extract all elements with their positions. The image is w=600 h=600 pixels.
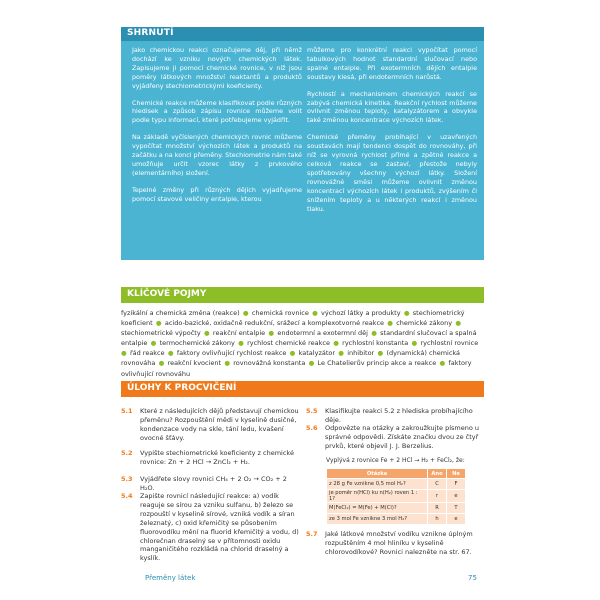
table-caption: Vyplývá z rovnice Fe + 2 HCl → H₂ + FeCl₂, že:	[326, 457, 465, 464]
answer-yes-letter[interactable]: h	[428, 514, 447, 525]
summary-header	[121, 27, 484, 41]
task-text: Vyjádřete slovy rovnici CH₄ + 2 O₂ → CO₂ + 2 H₂O.	[140, 475, 287, 492]
key-terms-title: KLÍČOVÉ POJMY	[127, 289, 207, 299]
key-term: (dynamická) chemická rovnováha	[121, 349, 461, 368]
key-term: faktory ovlivňující rovnováhu	[121, 359, 472, 378]
task-text: Klasifikujte reakci 5.2 z hlediska probíhajícího děje.	[325, 407, 473, 424]
summary-paragraph: Chemické přeměny probíhající v uzavřených soustavách mají tendenci dospět do rovnováhy, při níž se vyrovná rychlost přímé a zpětné reakce a celková reakce se zastaví, přestože nebyly spotřebovány všechny výchozí látky. Složení rovnovážné směsi můžeme ovlivnit změnou koncentrací výchozích látek i produktů, zvýšením či snížením teploty a u některých reakcí i změnou tlaku.	[307, 133, 477, 213]
table-question: je poměr n(HCl) ku n(H₂) roven 1 : 1?	[327, 490, 428, 503]
summary-title: SHRNUTÍ	[127, 28, 174, 38]
bullet-separator-icon: ●	[409, 339, 420, 348]
answer-no-letter[interactable]: T	[447, 503, 466, 514]
key-term: stechiometrické výpočty	[121, 329, 201, 338]
bullet-separator-icon: ●	[121, 349, 129, 358]
key-terms-header	[121, 287, 484, 302]
key-term: stechiometrický koeficient	[121, 309, 465, 328]
key-term: výchozí látky a produkty	[321, 309, 401, 317]
bullet-separator-icon: ●	[375, 349, 386, 358]
bullet-separator-icon: ●	[156, 359, 167, 368]
tasks-divider	[121, 396, 484, 397]
table-header-row	[327, 469, 466, 479]
bullet-separator-icon: ●	[235, 339, 247, 348]
answer-yes-letter[interactable]: R	[428, 503, 447, 514]
task-text: Jaké látkové množství vodíku vznikne úplným rozpuštěním 4 mol hliníku v kyselině chlorovodíkové? Rovnici nalezněte na str. 67.	[325, 530, 473, 556]
table-header-question: Otázka	[327, 469, 428, 479]
task-number: 5.7	[306, 530, 318, 538]
bullet-separator-icon: ●	[330, 339, 342, 348]
bullet-separator-icon: ●	[309, 309, 321, 317]
key-term: termochemické zákony	[159, 339, 235, 348]
summary-column-1	[132, 46, 302, 212]
summary-paragraph: Rychlostí a mechanismem chemických reakcí se zabývá chemická kinetika. Reakční rychlost můžeme ovlivnit změnou teploty, katalyzátorem a obvykle také změnou koncentrace výchozích látek.	[307, 89, 477, 125]
answer-yes-letter[interactable]: r	[428, 490, 447, 503]
key-term: chemická rovnice	[251, 309, 309, 317]
task-number: 5.2	[121, 449, 133, 457]
key-term: rovnovážná konstanta	[233, 359, 306, 368]
key-term: katalyzátor	[298, 349, 336, 358]
task-number: 5.6	[306, 424, 318, 432]
bullet-separator-icon: ●	[368, 329, 380, 338]
key-terms-list	[121, 308, 484, 379]
task-number: 5.4	[121, 492, 133, 500]
table-row	[327, 479, 466, 490]
key-term: acido-bazické, oxidačně redukční, srážecí a komplexotvorné reakce	[164, 319, 385, 328]
summary-paragraph: Chemické reakce můžeme klasifikovat podle různých hledisek a způsob zápisu rovnice můžeme volit podle typu informací, které potřebujeme vyjádřit.	[132, 98, 302, 125]
bullet-separator-icon: ●	[385, 319, 396, 328]
table-header-no: Ne	[447, 469, 466, 479]
summary-paragraph: Tepelné změny při různých dějích vyjadřujeme pomocí stavové veličiny entalpie, kterou	[132, 185, 302, 203]
table-question: ze 3 mol Fe vznikne 3 mol H₂?	[327, 514, 428, 525]
table-row	[327, 514, 466, 525]
table-row	[327, 503, 466, 514]
answer-no-letter[interactable]: e	[447, 490, 466, 503]
table-row	[327, 490, 466, 503]
footer-chapter-title: Přeměny látek	[145, 574, 196, 582]
answer-yes-letter[interactable]: C	[428, 479, 447, 490]
key-term: rychlost chemické reakce	[247, 339, 330, 348]
bullet-separator-icon: ●	[153, 319, 164, 328]
bullet-separator-icon: ●	[165, 349, 176, 358]
answer-table	[326, 468, 466, 525]
key-term: faktory ovlivňující rychlost reakce	[176, 349, 287, 358]
summary-box	[121, 27, 484, 260]
key-term: standardní slučovací a spalná entalpie	[121, 329, 477, 348]
bullet-separator-icon: ●	[266, 329, 277, 338]
key-term: reakční entalpie	[212, 329, 266, 338]
tasks-header	[121, 381, 484, 396]
key-term: reakční kvocient	[167, 359, 222, 368]
summary-column-2	[307, 46, 477, 221]
table-question: M(FeCl₂) = M(Fe) + M(Cl)?	[327, 503, 428, 514]
summary-paragraph: Jako chemickou reakci označujeme děj, při němž dochází ke vzniku nových chemických látek. Zapisujeme ji pomocí chemické rovnice, v níž jsou poměry látkových množství reaktantů a produktů vyjádřeny stechiometrickými koeficienty.	[132, 46, 302, 90]
key-term: řád reakce	[129, 349, 165, 358]
key-term: endotermní a exotermní děj	[277, 329, 368, 338]
summary-paragraph: Na základě vyčíslených chemických rovnic můžeme vypočítat množství výchozích látek a produktů na začátku a na konci přeměny. Stechiometrie nám také umožňuje určit vzorec látky z prvkového (elementárního) složení.	[132, 133, 302, 177]
key-term: rychlostní konstanta	[342, 339, 409, 348]
summary-paragraph: můžeme pro konkrétní reakci vypočítat pomocí tabulkových hodnot standardní slučovací nebo spalné entalpie. Při exotermních dějích entalpie soustavy klesá, při endotermních narůstá.	[307, 46, 477, 81]
bullet-separator-icon: ●	[222, 359, 233, 368]
bullet-separator-icon: ●	[401, 309, 412, 317]
bullet-separator-icon: ●	[306, 359, 317, 368]
answer-no-letter[interactable]: F	[447, 479, 466, 490]
tasks-title: ÚLOHY K PROCVIČENÍ	[127, 383, 237, 393]
table-header-yes: Ano	[428, 469, 447, 479]
bullet-separator-icon: ●	[453, 319, 462, 328]
task-text: Odpovězte na otázky a zakroužkujte písmeno u správné odpovědi. Získáte značku dvou ze čtyř prvků, které objevil J. J. Berzelius.	[325, 424, 480, 450]
bullet-separator-icon: ●	[148, 339, 159, 348]
task-text: Vypište stechiometrické koeficienty z chemické rovnice: Zn + 2 HCl → ZnCl₂ + H₂.	[140, 449, 294, 466]
page-number: 75	[468, 574, 477, 582]
bullet-separator-icon: ●	[240, 309, 251, 317]
task-number: 5.1	[121, 407, 133, 415]
key-term: Le Chatelierův princip akce a reakce	[317, 359, 437, 368]
task-text: Které z následujících dějů představují chemickou přeměnu? Rozpouštění mědi v kyselině dusičné, kondenzace vody na skle, tání ledu, kvašení ovocné šťávy.	[140, 407, 299, 442]
task-number: 5.5	[306, 407, 318, 415]
key-term: chemické zákony	[396, 319, 453, 328]
task-text: Zapište rovnicí následující reakce: a) vodík reaguje se sírou za vzniku sulfanu, b) železo se rozpouští v kyselině sírové, vzniká vodík a síran železnatý, c) oxid křemičitý se působením fluorovodíku mění na fluorid křemičitý a vodu, d) chlorečnan draselný se v přítomnosti oxidu manganičitého rozkládá na chlorid draselný a kyslík.	[140, 492, 299, 563]
bullet-separator-icon: ●	[437, 359, 448, 368]
key-terms-divider	[121, 302, 484, 303]
key-term: rychlostní rovnice	[420, 339, 479, 348]
task-number: 5.3	[121, 475, 133, 483]
key-term: fyzikální a chemická změna (reakce)	[121, 309, 240, 317]
bullet-separator-icon: ●	[336, 349, 347, 358]
key-term: inhibitor	[347, 349, 375, 358]
bullet-separator-icon: ●	[201, 329, 212, 338]
table-question: z 28 g Fe vznikne 0,5 mol H₂?	[327, 479, 428, 490]
answer-no-letter[interactable]: e	[447, 514, 466, 525]
bullet-separator-icon: ●	[287, 349, 298, 358]
